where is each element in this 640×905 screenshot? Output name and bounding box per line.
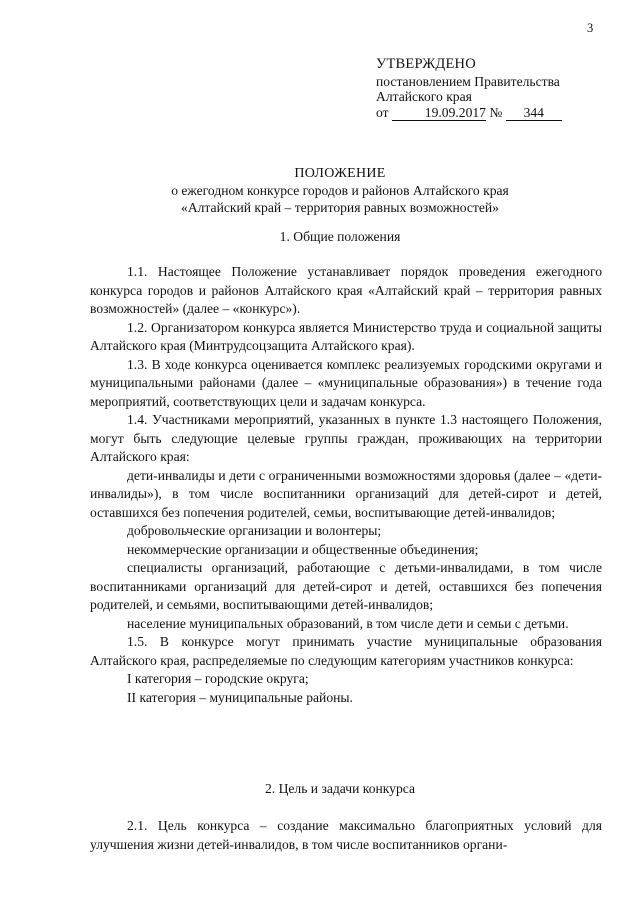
list-item: дети-инвалиды и дети с ограниченными возможностями здоровья (далее – «дети-инвалиды»), в том числе воспитанники организаций для детей-сирот и детей, оставшихся без попечения родителей, семьи, воспитывающие детей-инвалидов; xyxy=(90,467,602,520)
list-item: добровольческие организации и волонтеры; xyxy=(127,523,382,538)
document-title xyxy=(90,165,590,216)
list-item: специалисты организаций, работающие с детьми-инвалидами, в том числе воспитанниками организаций для детей-сирот и детей, оставшихся без попечения родителей, и семьями, воспитывающими детей-инвалидов; xyxy=(90,560,602,612)
approval-date: 19.09.2017 xyxy=(392,106,486,121)
approval-stamp: УТВЕРЖДЕНО xyxy=(376,56,476,72)
page-number: 3 xyxy=(587,21,594,35)
approval-line-1: постановлением Правительства xyxy=(376,73,560,89)
approval-date-line xyxy=(376,105,562,121)
date-prefix: от xyxy=(376,104,389,120)
paragraph: 1.5. В конкурсе могут принимать участие муниципальные образования Алтайского края, распределяемые по следующим категориям участников конкурса: xyxy=(90,634,602,668)
approval-number: 344 xyxy=(506,106,562,121)
title-line-3: «Алтайский край – территория равных возможностей» xyxy=(181,200,499,215)
paragraph: 1.2. Организатором конкурса является Министерство труда и социальной защиты Алтайского края (Минтрудсоцзащита Алтайского края). xyxy=(90,319,602,353)
paragraph: 2.1. Цель конкурса – создание максимально благоприятных условий для улучшения жизни детей-инвалидов, в том числе воспитанников органи- xyxy=(90,818,602,852)
paragraph: 1.3. В ходе конкурса оценивается комплекс реализуемых городскими округами и муниципальными районами (далее – «муниципальные образования») в течение года мероприятий, соответствующих цели и задачам конкурса. xyxy=(90,356,602,409)
title-line-2: о ежегодном конкурсе городов и районов Алтайского края xyxy=(171,183,509,198)
list-item: II категория – муниципальные районы. xyxy=(127,689,353,705)
section-1-body xyxy=(90,263,602,707)
section-1-heading: 1. Общие положения xyxy=(279,229,401,244)
approval-block xyxy=(376,57,562,121)
title-main: ПОЛОЖЕНИЕ xyxy=(294,166,386,181)
paragraph: 1.4. Участниками мероприятий, указанных в пункте 1.3 настоящего Положения, могут быть следующие целевые группы граждан, проживающих на территории Алтайского края: xyxy=(90,412,602,464)
section-2-heading: 2. Цель и задачи конкурса xyxy=(264,781,416,796)
list-item: население муниципальных образований, в том числе дети и семьи с детьми. xyxy=(127,615,569,631)
number-prefix: № xyxy=(489,104,503,120)
approval-line-2: Алтайского края xyxy=(376,89,472,104)
section-2-body xyxy=(90,817,602,854)
list-item: некоммерческие организации и общественные объединения; xyxy=(127,541,479,557)
paragraph: 1.1. Настоящее Положение устанавливает порядок проведения ежегодного конкурса городов и районов Алтайского края «Алтайский край – территория равных возможностей» (далее – «конкурс»). xyxy=(90,264,602,316)
list-item: I категория – городские округа; xyxy=(127,671,309,686)
